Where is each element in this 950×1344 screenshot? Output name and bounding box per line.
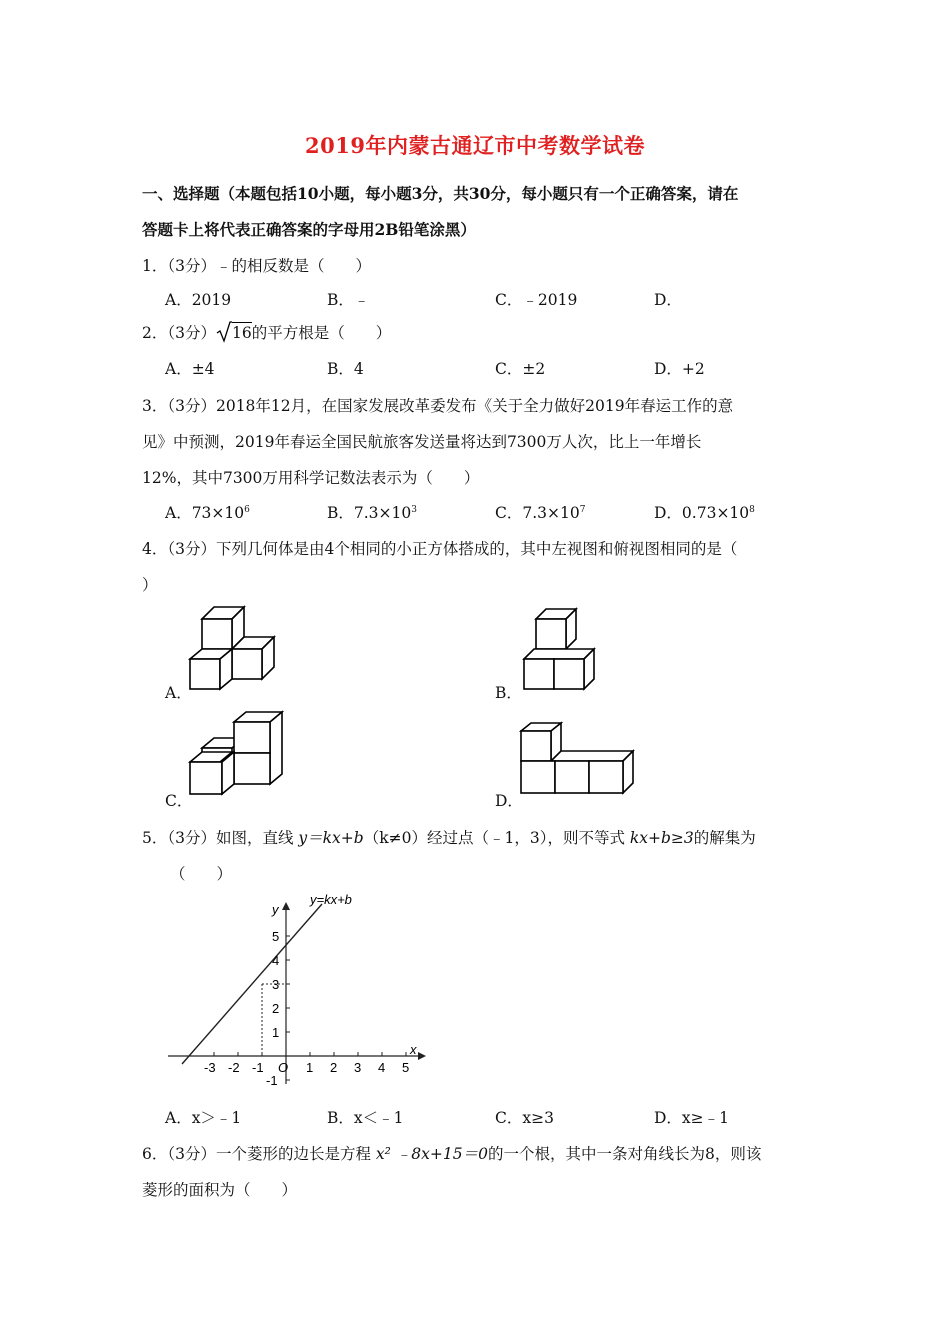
y-tick-label: 3 xyxy=(272,977,280,992)
question-3-line1: 3．（3分）2018年12月，在国家发展改革委发布《关于全力做好2019年春运工作的意 xyxy=(142,397,734,415)
x-tick-label: 5 xyxy=(402,1060,410,1075)
question-3-line2: 见》中预测，2019年春运全国民航旅客发送量将达到7300万人次，比上一年增长 xyxy=(142,433,702,451)
q1-option-a: A．2019 xyxy=(165,291,232,309)
question-5-line2: （ ） xyxy=(170,865,233,883)
page-title: 2019年内蒙古通辽市中考数学试卷 xyxy=(305,133,645,158)
question-4-line1: 4．（3分）下列几何体是由4个相同的小正方体搭成的，其中左视图和俯视图相同的是（ xyxy=(142,540,738,558)
q2-option-d: D．+2 xyxy=(654,360,705,378)
x-axis-label: x xyxy=(410,1042,417,1057)
q5-equation: y＝kx+b xyxy=(298,829,364,847)
y-axis-label: y xyxy=(272,902,279,917)
radical-sign-icon xyxy=(216,321,232,343)
q3-option-a: A．$73\times 10^6$ xyxy=(165,504,250,522)
question-4-line2: ） xyxy=(142,576,158,594)
question-5-line1: 5．（3分）如图，直线 y＝kx+b（k≠0）经过点（﹣1，3），则不等式 kx+b≥3的解集为 xyxy=(142,829,756,847)
q5-option-d: D．x≥﹣1 xyxy=(654,1109,730,1127)
q5-condition: （k≠0） xyxy=(363,829,427,847)
q5-inequality: kx+b≥3 xyxy=(629,829,694,847)
x-axis-arrow-icon xyxy=(418,1052,426,1060)
graph-line xyxy=(182,904,322,1064)
question-2-stem xyxy=(142,321,391,343)
y-tick-label: 2 xyxy=(272,1001,280,1016)
question-3-line3: 12%，其中7300万用科学记数法表示为（ ） xyxy=(142,469,480,487)
q5-graph xyxy=(160,888,440,1088)
section-heading-line1: 一、选择题（本题包括10小题，每小题3分，共30分，每小题只有一个正确答案，请在 xyxy=(142,184,739,203)
q3-option-d: D．$0.73\times 10^8$ xyxy=(654,504,755,522)
q5-option-b: B．x＜﹣1 xyxy=(327,1109,404,1127)
q6-equation: x² ﹣8x+15＝0 xyxy=(375,1145,488,1163)
sqrt-expression xyxy=(216,321,252,343)
x-tick-label: -1 xyxy=(252,1060,264,1075)
q4-label-d: D． xyxy=(495,792,523,810)
q2-option-c: C．±2 xyxy=(495,360,546,378)
q5-option-c: C．x≥3 xyxy=(495,1109,554,1127)
origin-label: O xyxy=(278,1060,289,1075)
y-axis-arrow-icon xyxy=(282,902,290,910)
x-tick-label: 2 xyxy=(330,1060,338,1075)
q3-option-b: B．$7.3\times 10^3$ xyxy=(327,504,417,522)
x-tick-label: -3 xyxy=(204,1060,216,1075)
q1-option-d: D． xyxy=(654,291,682,309)
q1-option-b: B．﹣ xyxy=(327,291,370,309)
q2-prefix: 2．（3分） xyxy=(142,324,216,342)
y-tick-label: -1 xyxy=(266,1073,278,1088)
x-tick-label: 4 xyxy=(378,1060,386,1075)
x-tick-label: -2 xyxy=(228,1060,240,1075)
q4-figure-b xyxy=(522,605,606,691)
q4-label-c: C． xyxy=(165,792,193,810)
q3-option-c: C．$7.3\times 10^7$ xyxy=(495,504,586,522)
q5-option-a: A．x＞﹣1 xyxy=(165,1109,242,1127)
y-tick-label: 4 xyxy=(272,953,280,968)
q2-option-a: A．±4 xyxy=(165,360,215,378)
q4-label-b: B． xyxy=(495,684,522,702)
section-heading-line2: 答题卡上将代表正确答案的字母用2B铅笔涂黑） xyxy=(142,220,476,239)
q2-radicand: 16 xyxy=(231,324,252,342)
q4-figure-c xyxy=(188,710,288,798)
q2-suffix: 的平方根是（ ） xyxy=(251,324,392,342)
graph-line-label: y=kx+b xyxy=(310,892,352,907)
x-tick-label: 3 xyxy=(354,1060,362,1075)
q4-figure-d xyxy=(519,721,637,797)
q2-option-b: B．4 xyxy=(327,360,364,378)
q1-option-c: C．﹣2019 xyxy=(495,291,578,309)
question-6-line1: 6．（3分）一个菱形的边长是方程 x² ﹣8x+15＝0的一个根，其中一条对角线长为8，则该 xyxy=(142,1145,762,1163)
y-tick-label: 1 xyxy=(272,1025,280,1040)
y-tick-label: 5 xyxy=(272,929,280,944)
question-6-line2: 菱形的面积为（ ） xyxy=(142,1181,298,1199)
q4-figure-a xyxy=(188,605,278,691)
q4-label-a: A． xyxy=(165,684,192,702)
question-1-stem: 1．（3分）﹣的相反数是（ ） xyxy=(142,257,371,275)
x-tick-label: 1 xyxy=(306,1060,314,1075)
